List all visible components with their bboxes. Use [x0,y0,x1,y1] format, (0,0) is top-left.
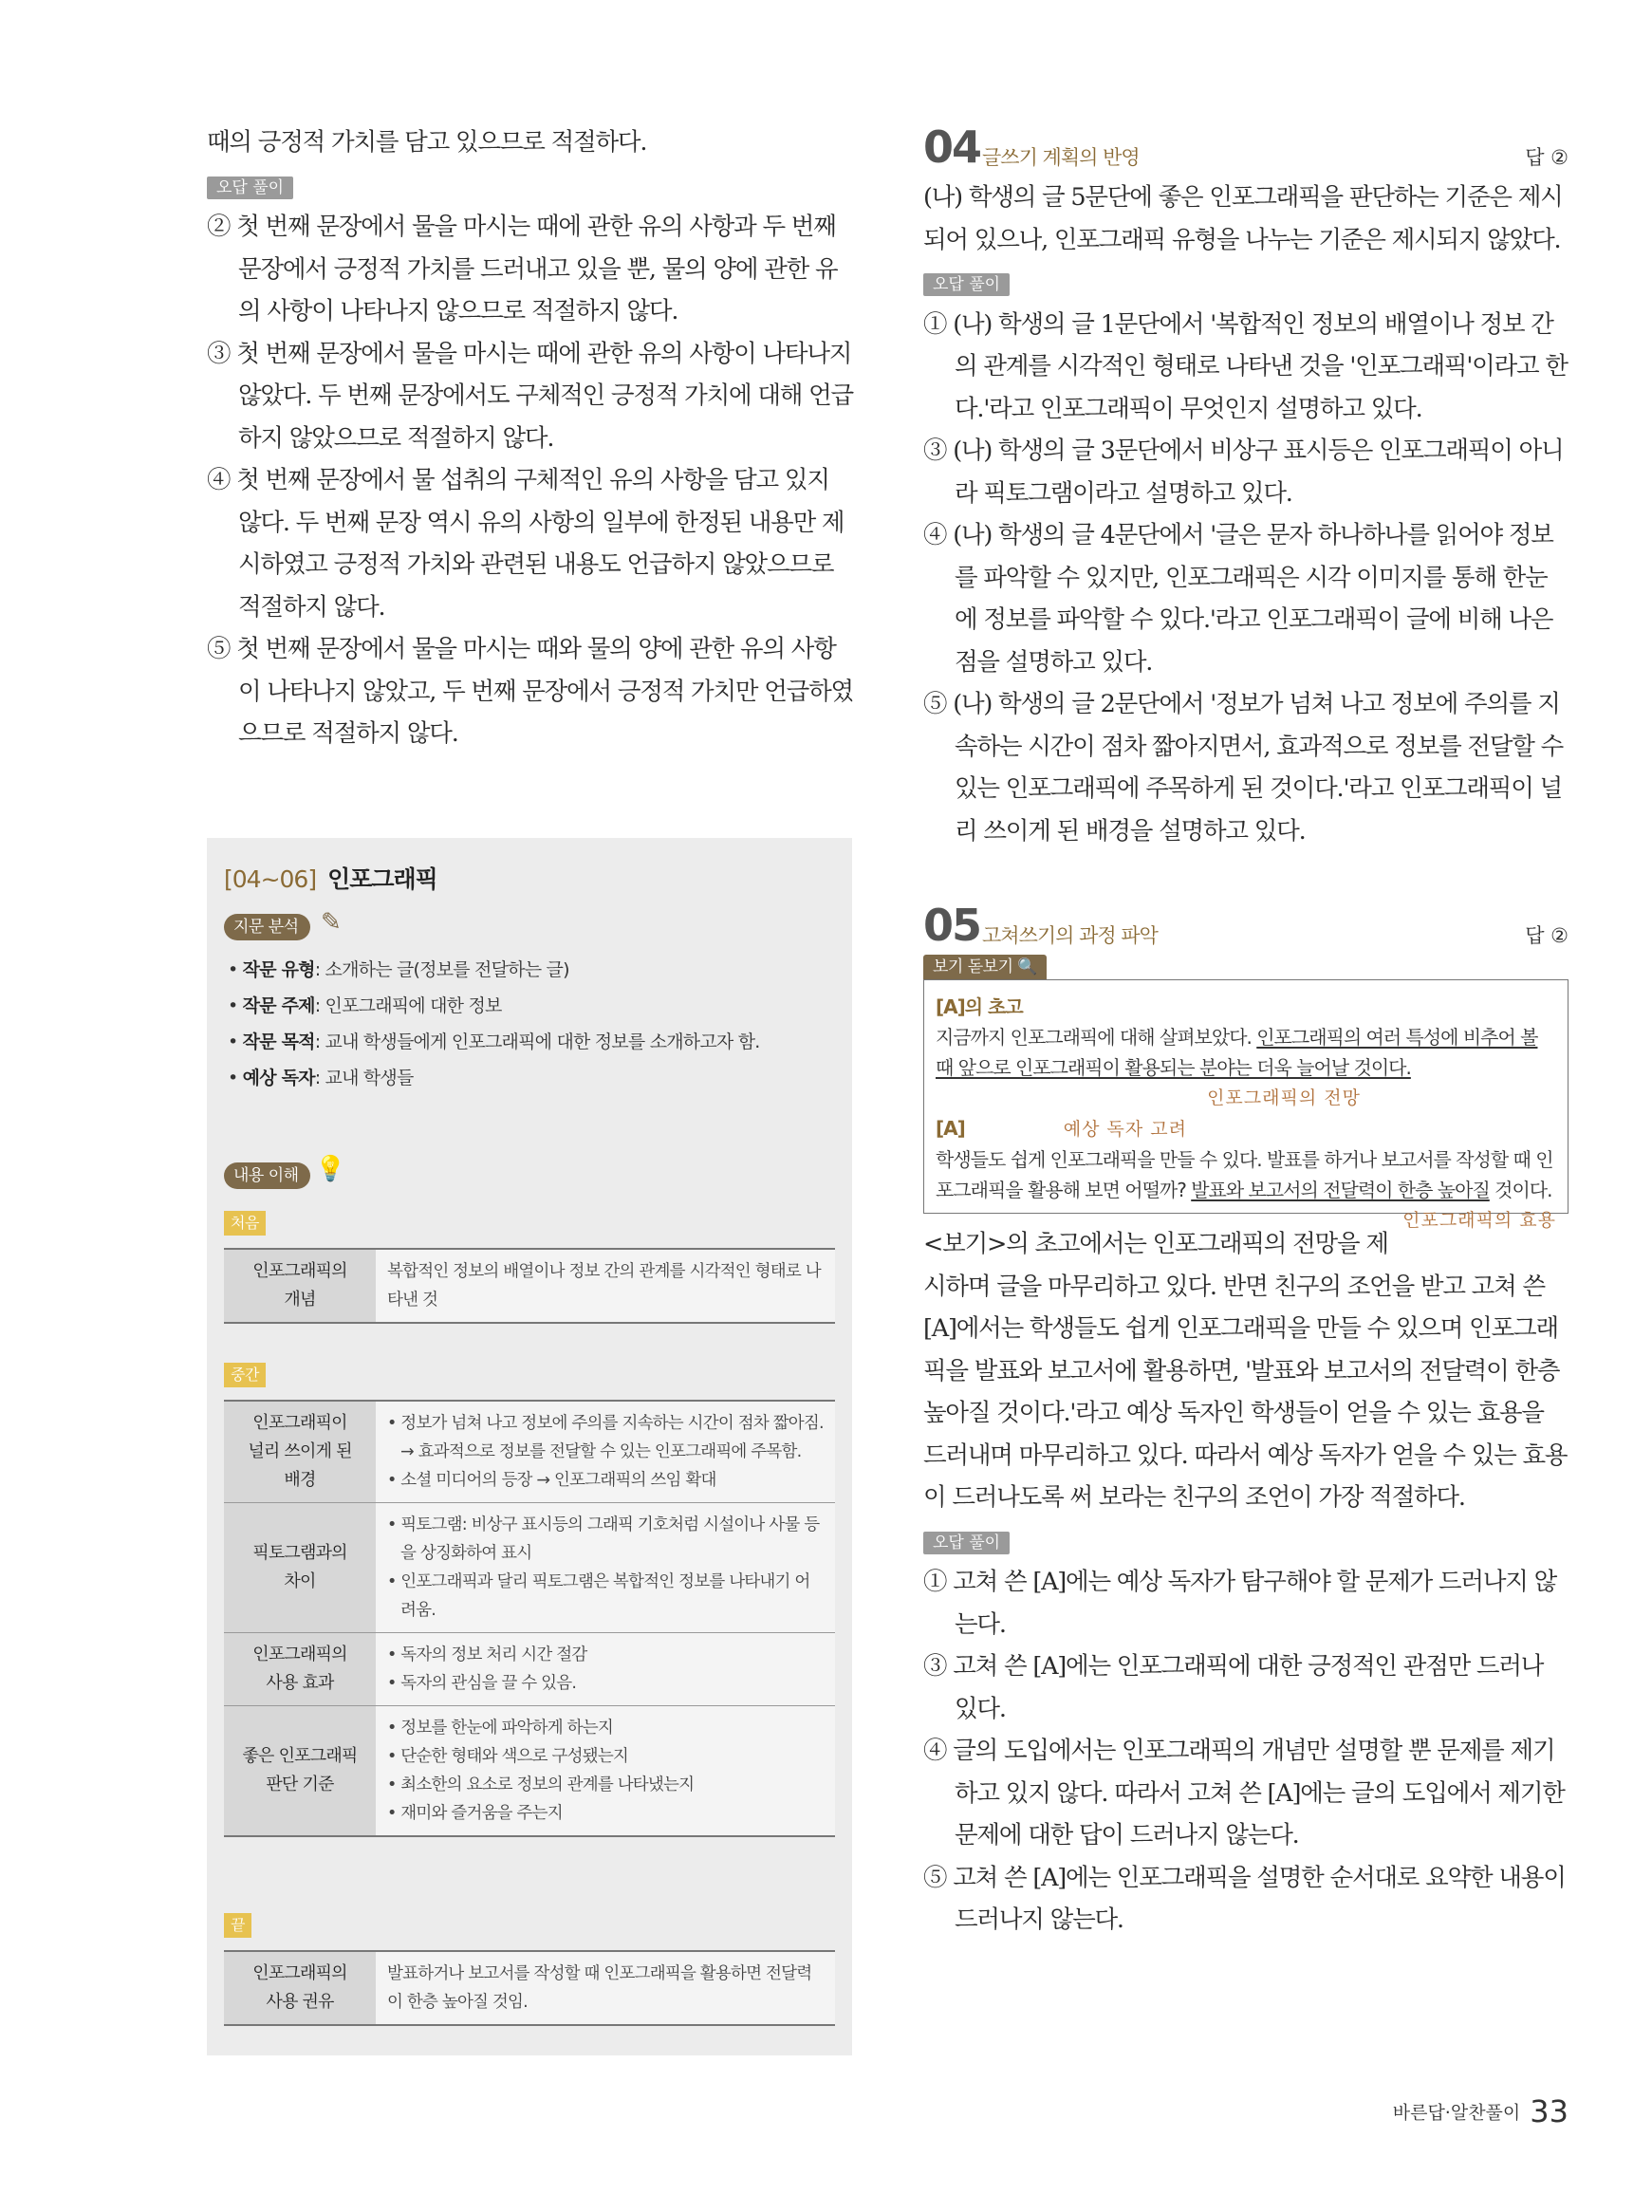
q05-header [923,900,1568,951]
table-row [224,1952,835,2024]
note-reader: 예상 독자 고려 [1063,1119,1187,1140]
bullet-reader: • 예상 독자: 교내 학생들 [228,1068,414,1088]
bogi-revised-title: [A] 예상 독자 고려 [936,1117,1187,1140]
q05-wrong-tag: 오답 풀이 [923,1532,1010,1554]
left-item-4: ④ 첫 번째 문장에서 물 섭취의 구체적인 유의 사항을 담고 있지 않다. 두 번째 문장 역시 유의 사항의 일부에 한정된 내용만 제시하였고 긍정적 가치와 관련된 내용도 언급하지 않았으므로 적절하지 않다. [207,466,845,622]
row-body-line: • 최소한의 요소로 정보의 관계를 나타냈는지 [387,1775,695,1794]
page-number: 33 [1530,2093,1568,2129]
q05-title: 고쳐쓰기의 과정 파악 [982,924,1158,947]
row-body [376,1503,835,1632]
q04-item-5: ⑤ (나) 학생의 글 2문단에서 '정보가 넘쳐 나고 정보에 주의를 지속하는 시간이 점차 짧아지면서, 효과적으로 정보를 전달할 수 있는 인포그래픽에 주목하게 된 것이다.'라고 인포그래픽이 널리 쓰이게 된 배경을 설명하고 있다. [923,690,1564,846]
row-header: 인포그래픽의 사용 효과 [224,1633,376,1705]
table-row [224,1502,835,1632]
table-end [224,1950,835,2026]
q05-item-3: ③ 고쳐 쓴 [A]에는 인포그래픽에 대한 긍정적인 관점만 드러나 있다. [923,1652,1544,1723]
q04-item-4: ④ (나) 학생의 글 4문단에서 '글은 문자 하나하나를 읽어야 정보를 파악할 수 있지만, 인포그래픽은 시각 이미지를 통해 한눈에 정보를 파악할 수 있다.'라고 인포그래픽이 글에 비해 나은 점을 설명하고 있다. [923,521,1553,677]
q05-item-1: ① 고쳐 쓴 [A]에는 예상 독자가 탐구해야 할 문제가 드러나지 않는다. [923,1568,1557,1639]
page-footer [1393,2093,1568,2129]
intro-line: 때의 긍정적 가치를 담고 있으므로 적절하다. [207,128,647,157]
wrong-answer-tag: 오답 풀이 [207,177,293,199]
table-middle [224,1400,835,1837]
row-header: 좋은 인포그래픽 판단 기준 [224,1706,376,1835]
q05-number: 05 [923,900,981,951]
q05-answer: 답 ② [1525,924,1568,947]
row-header: 인포그래픽이 널리 쓰이게 된 배경 [224,1402,376,1502]
q04-answer: 답 ② [1525,146,1568,169]
bullet-purpose: • 작문 목적: 교내 학생들에게 인포그래픽에 대한 정보를 소개하고자 함. [228,1032,760,1052]
row-header: 픽토그램과의 차이 [224,1503,376,1632]
left-item-3: ③ 첫 번째 문장에서 물을 마시는 때에 관한 유의 사항이 나타나지 않았다. 두 번째 문장에서도 구체적인 긍정적 가치에 대해 언급하지 않았으므로 적절하지 않다. [207,339,853,453]
q04-title: 글쓰기 계획의 반영 [982,146,1140,169]
q04-item-3: ③ (나) 학생의 글 3문단에서 비상구 표시등은 인포그래픽이 아니라 픽토그램이라고 설명하고 있다. [923,437,1564,508]
section-begin: 처음 [224,1211,266,1236]
panel-title-text: 인포그래픽 [327,865,437,893]
row-body-line: • 소셜 미디어의 등장 → 인포그래픽의 쓰임 확대 [387,1471,716,1490]
left-item-5: ⑤ 첫 번째 문장에서 물을 마시는 때와 물의 양에 관한 유의 사항이 나타나지 않았고, 두 번째 문장에서 긍정적 가치만 언급하였으므로 적절하지 않다. [207,635,853,748]
table-begin [224,1248,835,1324]
row-body-line: • 독자의 정보 처리 시간 절감 [387,1645,587,1664]
row-body-line: • 인포그래픽과 달리 픽토그램은 복합적인 정보를 나타내기 어려움. [387,1572,810,1620]
magnifier-icon: 🔍 [1017,957,1038,976]
bogi-box [923,979,1568,1231]
bullet-type: • 작문 유형: 소개하는 글(정보를 전달하는 글) [228,959,569,980]
section-end: 끝 [224,1913,251,1938]
bogi-draft-title: [A]의 초고 [936,995,1023,1018]
table-row [224,1705,835,1835]
section-middle: 중간 [224,1363,266,1387]
row-body [376,1952,835,2024]
row-body-line: • 정보가 넘쳐 나고 정보에 주의를 지속하는 시간이 점차 짧아짐. → 효과적으로 정보를 전달할 수 있는 인포그래픽에 주목함. [387,1414,824,1461]
row-header: 인포그래픽의 개념 [224,1250,376,1322]
left-item-2: ② 첫 번째 문장에서 물을 마시는 때에 관한 유의 사항과 두 번째 문장에서 긍정적 가치를 드러내고 있을 뿐, 물의 양에 관한 유의 사항이 나타나지 않으므로 적절하지 않다. [207,213,838,325]
bogi-badge: 보기 돋보기 🔍 [923,955,1047,979]
table-row [224,1402,835,1502]
left-column [207,121,854,755]
row-body-line: • 단순한 형태와 색으로 구성됐는지 [387,1747,629,1766]
table-row [224,1250,835,1322]
pencil-icon: ✎ [321,908,342,937]
bogi-draft-text: 지금까지 인포그래픽에 대해 살펴보았다. 인포그래픽의 여러 특성에 비추어 볼 때 앞으로 인포그래픽이 활용되는 분야는 더욱 늘어날 것이다. [936,1026,1538,1079]
table-row [224,1632,835,1705]
row-body-line: • 픽토그램: 비상구 표시등의 그래픽 기호처럼 시설이나 사물 등을 상징화하여 표시 [387,1515,820,1563]
analysis-badge: 지문 분석 [224,914,310,940]
row-body-line: • 재미와 즐거움을 주는지 [387,1804,563,1823]
row-body-line: 발표하거나 보고서를 작성할 때 인포그래픽을 활용하면 전달력이 한층 높아질 것임. [387,1964,812,2012]
q04-header [923,121,1568,173]
q04-wrong-tag: 오답 풀이 [923,273,1010,296]
row-body-line: 복합적인 정보의 배열이나 정보 간의 관계를 시각적인 형태로 나타낸 것 [387,1262,821,1310]
row-body [376,1706,835,1835]
q04-number: 04 [923,121,981,173]
bullet-topic: • 작문 주제: 인포그래픽에 대한 정보 [228,995,502,1016]
note-outlook: 인포그래픽의 전망 [1207,1087,1361,1108]
row-body [376,1402,835,1502]
q04-item-1: ① (나) 학생의 글 1문단에서 '복합적인 정보의 배열이나 정보 간의 관계를 시각적인 형태로 나타낸 것을 '인포그래픽'이라고 한다.'라고 인포그래픽이 무엇인지 설명하고 있다. [923,309,1568,423]
q05-item-5: ⑤ 고쳐 쓴 [A]에는 인포그래픽을 설명한 순서대로 요약한 내용이 드러나지 않는다. [923,1863,1566,1934]
row-body [376,1633,835,1705]
panel-title [224,861,437,895]
note-effect: 인포그래픽의 효용 [1402,1210,1556,1231]
footer-text: 바른답·알찬풀이 [1392,2102,1521,2124]
q04-body: (나) 학생의 글 5문단에 좋은 인포그래픽을 판단하는 기준은 제시되어 있으나, 인포그래픽 유형을 나누는 기준은 제시되지 않았다. [923,183,1563,254]
understanding-badge: 내용 이해 [224,1162,310,1189]
passage-analysis-panel [207,838,852,2055]
lightbulb-icon: 💡 [315,1155,346,1183]
q05-body: <보기>의 초고에서는 인포그래픽의 전망을 제시하며 글을 마무리하고 있다. 반면 친구의 조언을 받고 고쳐 쓴 [A]에서는 학생들도 쉽게 인포그래픽을 만들 수 있으며 인포그래픽을 발표와 보고서에 활용하면, '발표와 보고서의 전달력이 한층 높아질 것이다.'라고 예상 독자인 학생들이 얻을 수 있는 효용을 드러내며 마무리하고 있다. 따라서 예상 독자가 얻을 수 있는 효용이 드러나도록 써 보라는 친구의 조언이 가장 적절하다. [923,1230,1568,1512]
panel-range: [04~06] [224,865,317,893]
q05-item-4: ④ 글의 도입에서는 인포그래픽의 개념만 설명할 뿐 문제를 제기하고 있지 않다. 따라서 고쳐 쓴 [A]에는 글의 도입에서 제기한 문제에 대한 답이 드러나지 않는다. [923,1737,1565,1850]
right-column [923,121,1568,1942]
row-body-line: • 정보를 한눈에 파악하게 하는지 [387,1719,613,1738]
bogi-revised-text: 학생들도 쉽게 인포그래픽을 만들 수 있다. 발표를 하거나 보고서를 작성할 때 인포그래픽을 활용해 보면 어떨까? 발표와 보고서의 전달력이 한층 높아질 것이다. 인포그래픽의 효용 [936,1144,1556,1205]
row-body-line: • 독자의 관심을 끌 수 있음. [387,1674,577,1693]
row-body [376,1250,835,1322]
row-header: 인포그래픽의 사용 권유 [224,1952,376,2024]
